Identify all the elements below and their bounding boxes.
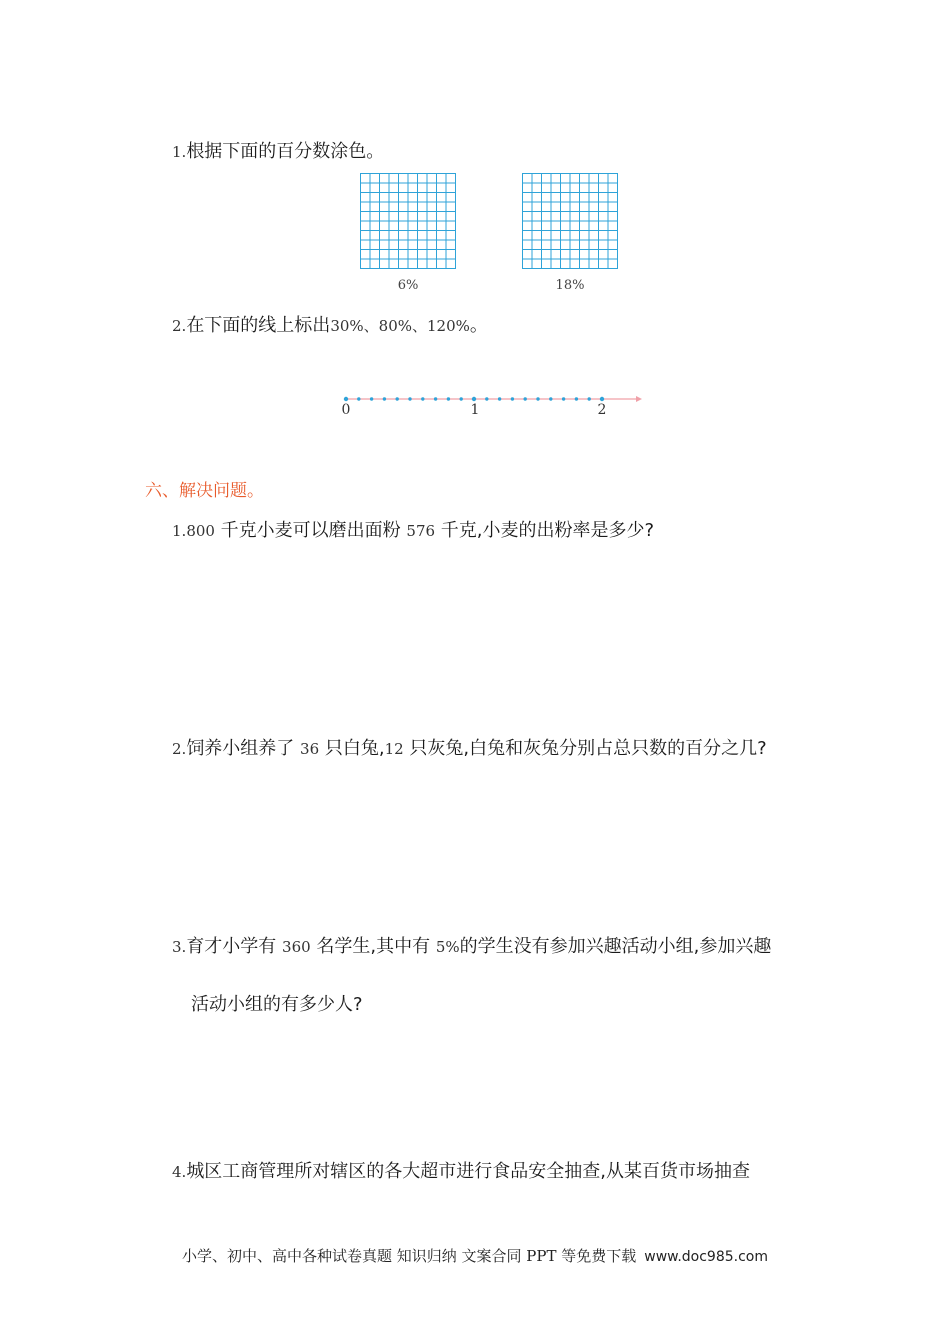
number-line-dot <box>588 397 591 400</box>
question-6-1 <box>172 519 654 543</box>
question-5-1 <box>172 140 384 164</box>
question-end: 。 <box>469 315 488 336</box>
number-line-dot <box>536 397 539 400</box>
q-text: 千克,小麦的出粉率是多少? <box>435 520 655 541</box>
number-line-dot <box>344 397 348 401</box>
q-text: 只白兔, <box>319 738 385 759</box>
q-number: 12 <box>384 740 404 758</box>
question-6-3-line2: 活动小组的有多少人? <box>191 994 363 1015</box>
question-number: 1. <box>172 143 187 161</box>
number-line[interactable] <box>330 385 650 420</box>
tick-label-2: 2 <box>597 402 607 418</box>
number-line-dot <box>498 397 501 400</box>
number-line-dot <box>447 397 450 400</box>
number-line-dot <box>562 397 565 400</box>
grid-caption-2: 18% <box>555 278 585 293</box>
number-line-dot <box>370 397 373 400</box>
q-text: 只灰兔,白兔和灰兔分别占总只数的百分之几? <box>403 738 767 759</box>
q-text: 千克小麦可以磨出面粉 <box>214 520 407 541</box>
question-number: 2. <box>172 317 187 335</box>
footer <box>0 1245 950 1266</box>
question-5-2 <box>172 314 488 338</box>
q-number: 5% <box>435 938 460 956</box>
number-line-dot <box>472 397 476 401</box>
percent-values: 30%、80%、120% <box>330 317 470 335</box>
hundred-grid-2[interactable] <box>522 173 618 269</box>
number-line-dot <box>575 397 578 400</box>
q-number: 36 <box>300 740 320 758</box>
number-line-dot <box>434 397 437 400</box>
q-text: 饲养小组养了 <box>186 738 301 759</box>
q-number: 800 <box>186 522 215 540</box>
q-text: 育才小学有 <box>186 936 283 957</box>
section-heading: 六、解决问题。 <box>145 481 264 501</box>
number-line-dot <box>421 397 424 400</box>
number-line-dot <box>408 397 411 400</box>
question-6-3 <box>172 935 771 959</box>
question-text: 在下面的线上标出 <box>186 315 331 336</box>
tick-label-1: 1 <box>470 402 480 418</box>
question-number: 2. <box>172 740 187 758</box>
number-line-dot <box>549 397 552 400</box>
question-text: 根据下面的百分数涂色。 <box>186 141 385 162</box>
question-6-2 <box>172 737 767 761</box>
number-line-dot <box>524 397 527 400</box>
question-number: 3. <box>172 938 187 956</box>
number-line-dot <box>485 397 488 400</box>
question-number: 1. <box>172 522 187 540</box>
q-number: 576 <box>406 522 436 540</box>
hundred-grid-1[interactable] <box>360 173 456 269</box>
footer-url[interactable]: www.doc985.com <box>644 1249 768 1265</box>
q-text: 的学生没有参加兴趣活动小组,参加兴趣 <box>459 936 772 957</box>
tick-label-0: 0 <box>341 402 351 418</box>
question-number: 4. <box>172 1163 187 1181</box>
question-6-4 <box>172 1160 750 1184</box>
number-line-dot <box>396 397 399 400</box>
footer-text: 小学、初中、高中各种试卷真题 知识归纳 文案合同 PPT 等免费下载 <box>181 1247 637 1265</box>
arrow-icon <box>636 396 642 402</box>
q-number: 360 <box>282 938 311 956</box>
number-line-dot <box>460 397 463 400</box>
q-text: 名学生,其中有 <box>310 936 436 957</box>
q-text: 城区工商管理所对辖区的各大超市进行食品安全抽查,从某百货市场抽查 <box>186 1161 751 1182</box>
number-line-dot <box>383 397 386 400</box>
number-line-dot <box>511 397 514 400</box>
number-line-dot <box>357 397 360 400</box>
grid-caption-1: 6% <box>397 278 419 293</box>
number-line-dot <box>600 397 604 401</box>
number-line-dots <box>344 397 604 401</box>
